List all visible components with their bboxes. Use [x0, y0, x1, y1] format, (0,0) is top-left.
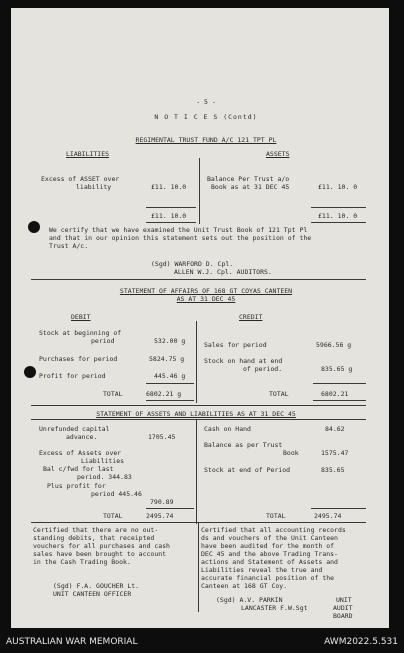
trust-right-total-rule	[311, 207, 366, 208]
sales-value: 5966.56 g	[316, 341, 352, 349]
credit-double-rule	[313, 400, 366, 401]
stock-end-period-label: Stock at end of Period	[204, 466, 291, 474]
trust-right-total: £11. 10. 0	[318, 212, 358, 220]
credit-total-rule	[313, 383, 366, 384]
credit-heading: CREDIT	[239, 313, 263, 321]
assets-liab-title: STATEMENT OF ASSETS AND LIABILITIES AS AT 31 DEC 45	[96, 410, 296, 418]
stock-end-2: of period.	[243, 365, 283, 373]
excess-value: 790.89	[150, 498, 174, 506]
certified-right-3: have been audited for the month of	[201, 542, 335, 550]
certified-right-5: actions and Statement of Assets and	[201, 558, 338, 566]
canteen-officer-title: UNIT CANTEEN OFFICER	[53, 590, 132, 598]
excess-1: Excess of Assets over	[39, 449, 122, 457]
credit-total-label: TOTAL	[269, 390, 289, 398]
trust-right-double-rule	[311, 222, 366, 223]
stock-begin-2: period	[91, 337, 115, 345]
certified-right-7: accurate financial position of the	[201, 574, 335, 582]
stock-end-value: 835.65 g	[321, 365, 353, 373]
purchases-value: 5824.75 g	[149, 355, 185, 363]
trust-left-line2: liability	[76, 183, 112, 191]
punch-hole	[24, 366, 36, 378]
certified-left-4: sales have been brought to account	[33, 550, 167, 558]
trust-right-value: £11. 10. 0	[318, 183, 358, 191]
debit-total-label: TOTAL	[103, 390, 123, 398]
canteen-title-1: STATEMENT OF AFFAIRS OF 168 GT COYAS CANTEEN	[119, 287, 293, 295]
trust-left-line1: Excess of ASSET over	[41, 175, 120, 183]
cash-label: Cash on Hand	[204, 425, 251, 433]
unrefunded-2: advance.	[66, 433, 98, 441]
certified-right-8: Canteen at 168 GT Coy.	[201, 582, 288, 590]
archive-footer	[0, 631, 404, 653]
trust-certify-1: We certify that we have examined the Unit Trust Book of 121 Tpt Pl	[49, 226, 308, 234]
trust-left-value: £11. 10.0	[151, 183, 187, 191]
certified-right-6: Liabilities reveal the true and	[201, 566, 323, 574]
page-title: N O T I C E S (Contd)	[154, 113, 258, 121]
balance-value: 1575.47	[321, 449, 349, 457]
audit-board-2: AUDIT	[333, 604, 353, 612]
bal-cfwd-2: period. 344.83	[77, 473, 132, 481]
section-rule	[31, 405, 366, 406]
certified-left-1: Certified that there are no out-	[33, 526, 159, 534]
debit-total-value: 6802.21 g	[146, 390, 182, 398]
auditor-signature-2: LANCASTER F.W.Sgt	[241, 604, 308, 612]
stock-end-1: Stock on hand at end	[204, 357, 283, 365]
section-rule	[31, 419, 366, 420]
section-rule	[31, 279, 366, 280]
assets-left-total-label: TOTAL	[103, 512, 123, 520]
plus-profit-2: period 445.46	[91, 490, 142, 498]
debit-heading: DEBIT	[71, 313, 91, 321]
profit-value: 445.46 g	[154, 372, 186, 380]
trust-signature-1: (Sgd) WARFORD D. Cpl.	[151, 260, 234, 268]
assets-left-total: 2495.74	[146, 512, 174, 520]
purchases-label: Purchases for period	[39, 355, 118, 363]
profit-label: Profit for period	[39, 372, 106, 380]
certified-left-5: in the Cash Trading Book.	[33, 558, 131, 566]
punch-hole	[28, 221, 40, 233]
trust-left-total: £11. 10.0	[151, 212, 187, 220]
archive-reference: AWM2022.5.531	[324, 637, 398, 647]
trust-certify-2: and that in our opinion this statement sets out the position of the	[49, 234, 312, 242]
trust-certify-3: Trust A/c.	[49, 242, 89, 250]
trust-fund-divider	[199, 158, 200, 224]
trust-left-double-rule	[146, 222, 196, 223]
canteen-title-2: AS AT 31 DEC 45	[176, 295, 236, 303]
assets-left-total-rule	[146, 508, 194, 509]
document-page	[11, 8, 389, 628]
trust-right-line2: Book as at 31 DEC 45	[211, 183, 290, 191]
trust-right-line1: Balance Per Trust a/o	[207, 175, 290, 183]
page-number: - 5 -	[196, 98, 216, 106]
stock-end-period-value: 835.65	[321, 466, 345, 474]
unrefunded-value: 1705.45	[148, 433, 176, 441]
unrefunded-1: Unrefunded capital	[39, 425, 110, 433]
stock-begin-1: Stock at beginning of	[39, 329, 122, 337]
certified-left-2: standing debits, that receipted	[33, 534, 155, 542]
assets-right-total-label: TOTAL	[266, 512, 286, 520]
canteen-officer-signature: (Sgd) F.A. GOUCHER Lt.	[53, 582, 140, 590]
certified-left-3: vouchers for all purchases and cash	[33, 542, 170, 550]
assets-heading: ASSETS	[266, 150, 290, 158]
credit-total-value: 6802.21	[321, 390, 349, 398]
cash-value: 84.62	[325, 425, 345, 433]
bal-cfwd-1: Bal c/fwd for last	[43, 465, 114, 473]
excess-2: Liabilities	[81, 457, 125, 465]
assets-right-total-rule	[311, 508, 366, 509]
liabilities-heading: LIABILITIES	[66, 150, 110, 158]
balance-1: Balance as per Trust	[204, 441, 283, 449]
debit-total-rule	[146, 383, 194, 384]
plus-profit-1: Plus profit for	[47, 482, 106, 490]
certified-divider	[198, 522, 199, 612]
trust-left-total-rule	[146, 207, 196, 208]
debit-double-rule	[146, 400, 194, 401]
assets-right-total: 2495.74	[314, 512, 342, 520]
archive-name: AUSTRALIAN WAR MEMORIAL	[6, 637, 138, 647]
assets-divider	[196, 419, 197, 524]
audit-board-3: BOARD	[333, 612, 353, 620]
trust-signature-2: ALLEN W.J. Cpl. AUDITORS.	[174, 268, 272, 276]
audit-board-1: UNIT	[336, 596, 352, 604]
certified-right-1: Certified that all accounting records	[201, 526, 346, 534]
certified-right-4: DEC 45 and the above Trading Trans-	[201, 550, 338, 558]
sales-label: Sales for period	[204, 341, 267, 349]
canteen-divider	[196, 321, 197, 403]
certified-right-2: ds and vouchers of the Unit Canteen	[201, 534, 338, 542]
trust-fund-title: REGIMENTAL TRUST FUND A/C 121 TPT PL	[135, 136, 277, 144]
stock-begin-value: 532.00 g	[154, 337, 186, 345]
balance-2: Book	[283, 449, 299, 457]
auditor-signature-1: (Sgd) A.V. PARKIN	[216, 596, 283, 604]
